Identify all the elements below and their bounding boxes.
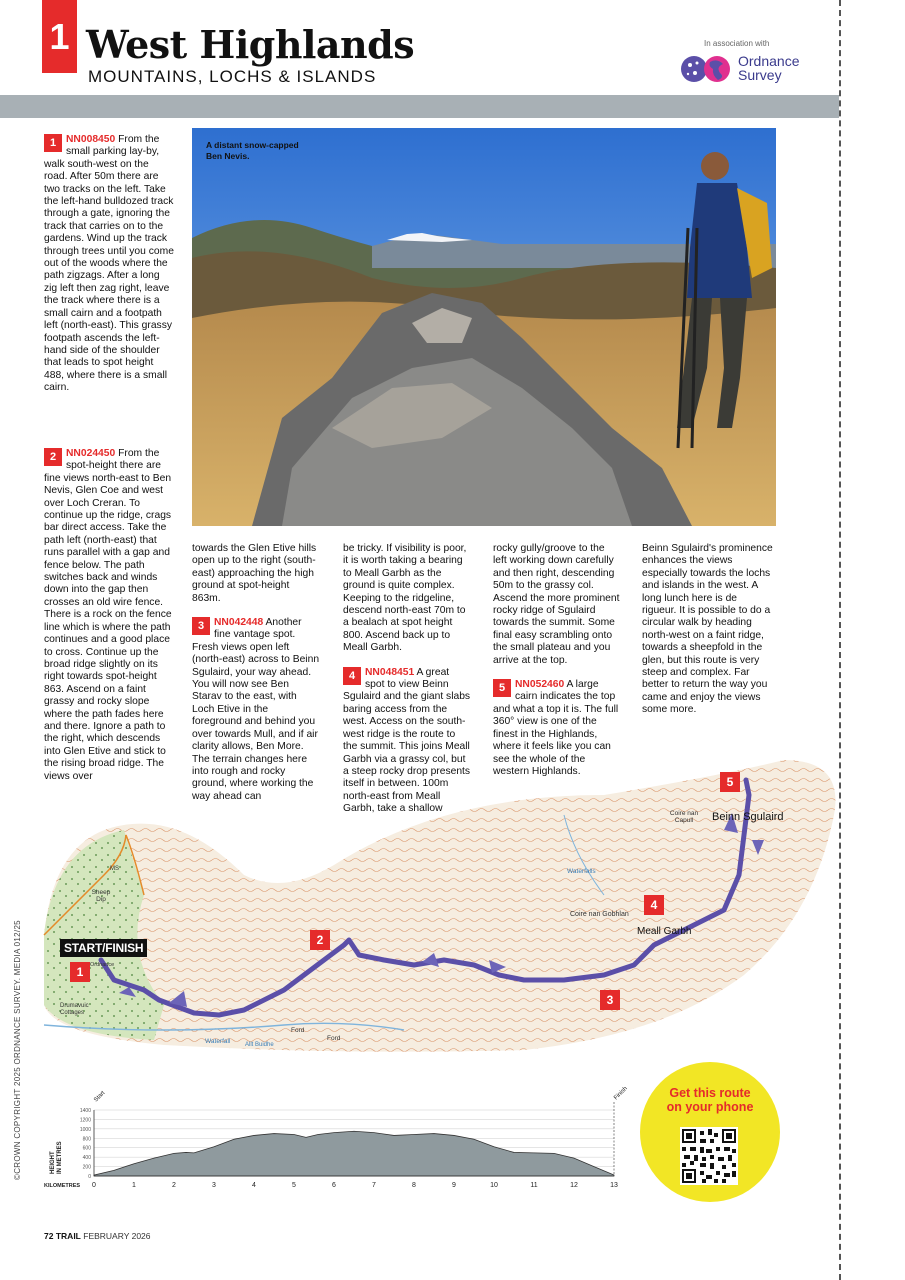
hero-photo — [192, 128, 776, 526]
elevation-profile-chart — [44, 1085, 629, 1196]
y-tick-label: 200 — [82, 1164, 91, 1171]
photo-caption: A distant snow-capped Ben Nevis. — [206, 140, 299, 161]
step-5: rocky gully/groove to the left working down carefully and then right, descending 50m to the grassy col. Ascend the more prominent rocky ridge of Sgulaird towards the summit. Some final easy scrambling onto the small plateau and you arrive at the top. 5 NN052460 A large cairn indicates the top and what a top it is. The full 360° view is one of the finest in the Highlands, where it feels like you can see the whole of the western Highlands. — [493, 543, 620, 777]
qr-code[interactable] — [680, 1127, 738, 1185]
x-tick-label: 9 — [452, 1182, 456, 1189]
x-tick-label: 3 — [212, 1182, 216, 1189]
elevation-area — [94, 1131, 614, 1176]
step-badge: 1 — [44, 134, 62, 152]
y-tick-label: 1400 — [79, 1108, 91, 1114]
sheep-dip-label: Sheep Dip — [91, 889, 111, 903]
y-axis-label: HEIGHT — [50, 1151, 56, 1174]
finish-label: Finish — [613, 1085, 629, 1102]
x-tick-label: 5 — [292, 1182, 296, 1189]
magazine-brand: TRAIL — [55, 1231, 81, 1241]
x-tick-label: 11 — [530, 1182, 538, 1189]
y-tick-label: 0 — [88, 1174, 91, 1180]
summit-label: Beinn Sgulaird — [712, 811, 784, 823]
x-axis-label: KILOMETRES — [44, 1183, 81, 1189]
step-5-continued: Beinn Sgulaird's prominence enhances the views especially towards the lochs and islands in the west. A long lunch here is de rigueur. It is possible to do a circular walk by heading north-west on a faint ridge, towards a sheepfold in the glen, but this route is very steep and complex. Far better to return the way you came and enjoy the views some more. — [642, 543, 773, 716]
y-tick-label: 600 — [82, 1145, 91, 1152]
grid-reference: NN024450 — [66, 448, 116, 459]
ms-label: MS — [110, 866, 119, 872]
x-tick-label: 1 — [132, 1182, 136, 1189]
map-waypoint-4: 4 — [644, 895, 664, 915]
x-tick-label: 10 — [490, 1182, 498, 1189]
grid-reference: NN048451 — [365, 666, 415, 678]
association-text: In association with — [704, 39, 770, 48]
y-axis-label: IN METRES — [57, 1141, 63, 1174]
grid-reference: NN008450 — [66, 134, 116, 145]
x-tick-label: 6 — [332, 1182, 336, 1189]
step-badge: 5 — [493, 679, 511, 697]
x-tick-label: 12 — [570, 1182, 578, 1189]
start-label: Start — [93, 1090, 107, 1104]
step-badge: 4 — [343, 667, 361, 685]
y-tick-label: 800 — [82, 1136, 91, 1143]
route-number-badge: 1 — [42, 0, 77, 73]
coire-gobhlan-label: Coire nan Gobhlan — [570, 911, 629, 918]
page-subtitle: MOUNTAINS, LOCHS & ISLANDS — [88, 67, 377, 86]
issue-date: FEBRUARY 2026 — [83, 1231, 151, 1241]
waterfall-label: Waterfall — [205, 1038, 231, 1045]
ordnance-label: Ordnance — [90, 962, 115, 968]
header-band — [0, 95, 839, 118]
step-3: towards the Glen Etive hills open up to the right (south-east) approaching the high ground at spot-height 863m. 3 NN042448 Another fine vantage spot. Fresh views open left (north-east) across to Beinn Sgulaird, your way ahead. You will now see Ben Starav to the east, with Loch Etive in the foreground and behind you over towards Mull, and if air clarity allows, Ben More. The terrain changes here into rough and rocky ground, where working the way ahead can — [192, 543, 320, 802]
map-waypoint-5: 5 — [720, 772, 740, 792]
x-tick-label: 2 — [172, 1182, 176, 1189]
y-tick-label: 1200 — [79, 1117, 91, 1124]
page-title: West Highlands — [86, 22, 415, 67]
x-tick-label: 4 — [252, 1182, 256, 1189]
waterfalls-label: Waterfalls — [567, 868, 596, 875]
meall-garbh-label: Meall Garbh — [637, 926, 692, 937]
y-tick-label: 1000 — [79, 1126, 91, 1133]
ford-label-2: Ford — [327, 1035, 341, 1042]
grid-reference: NN042448 — [214, 617, 264, 629]
step-1: 1 NN008450 From the small parking lay-by, walk south-west on the road. After 50m there are two tracks on the left. Take the left-hand bulldozed track through a gate, ignoring the track that carries on to the gardens. Wind up the track through trees until you come out of the woods where the path zigzags. After a long zig left then zag right, leave the track where there is a small cairn and a footpath left (north-east). This grassy footpath ascends the left-hand side of the shoulder that leads to spot height 488, where there is a small cairn. — [44, 134, 174, 394]
start-finish-label: START/FINISH — [60, 939, 147, 957]
step-2: 2 NN024450 From the spot-height there are fine views north-east to Ben Nevis, Glen Coe and west over Loch Creran. To continue up the ridge, crags bar direct access. Take the path left (north-east) that runs parallel with a gap and fence below. The path switches back and winds down into the gap then crosses an old wire fence. There is a rock on the fence line which is where the path continues and a good place to cross. Continue up the broad ridge slightly on its right towards spot-height 863. Ascend on a faint grassy and rocky slope where the path fades here and there. Ignore a path to the right, which descends into Glen Etive and stick to the rising broad ridge. The views over — [44, 448, 172, 782]
page-number: 72 — [44, 1231, 54, 1241]
x-tick-label: 7 — [372, 1182, 376, 1189]
app-promo-title: Get this route on your phone — [666, 1086, 754, 1114]
x-tick-label: 0 — [92, 1182, 96, 1189]
step-4: be tricky. If visibility is poor, it is worth taking a bearing to Meall Garbh as the ground is quite complex. Keeping to the ridgeline, descend north-east 70m to a bealach at spot height 800. Ascend back up to Meall Garbh. 4 NN048451 A great spot to view Beinn Sgulaird and the giant slabs baring access from the west. Access on the south-west ridge is the route to the summit. This joins Meall Garbh via a grassy col, but a steep rocky drop presents itself in between. 100m north-east from Meall Garbh, take a shallow — [343, 543, 471, 815]
cut-line — [839, 0, 841, 1280]
step-badge: 3 — [192, 617, 210, 635]
map-waypoint-1: 1 — [70, 962, 90, 982]
map-waypoint-2: 2 — [310, 930, 330, 950]
map-waypoint-3: 3 — [600, 990, 620, 1010]
ordnance-survey-wordmark: Ordnance Survey — [738, 53, 800, 83]
page-footer — [44, 1231, 151, 1241]
coire-capull-label: Coire nan Capull — [669, 810, 699, 824]
allt-label: Allt Buidhe — [245, 1042, 274, 1048]
ford-label-1: Ford — [291, 1027, 305, 1034]
route-map — [44, 755, 840, 1057]
map-copyright: ©CROWN COPYRIGHT 2025 ORDNANCE SURVEY. MEDIA 012/25 — [13, 920, 22, 1180]
grid-reference: NN052460 — [515, 679, 565, 691]
x-tick-label: 13 — [610, 1182, 618, 1189]
y-tick-label: 400 — [82, 1155, 91, 1162]
step-badge: 2 — [44, 448, 62, 466]
x-tick-label: 8 — [412, 1182, 416, 1189]
drumavuic-label: Drumavuic Cottages — [60, 1003, 89, 1016]
